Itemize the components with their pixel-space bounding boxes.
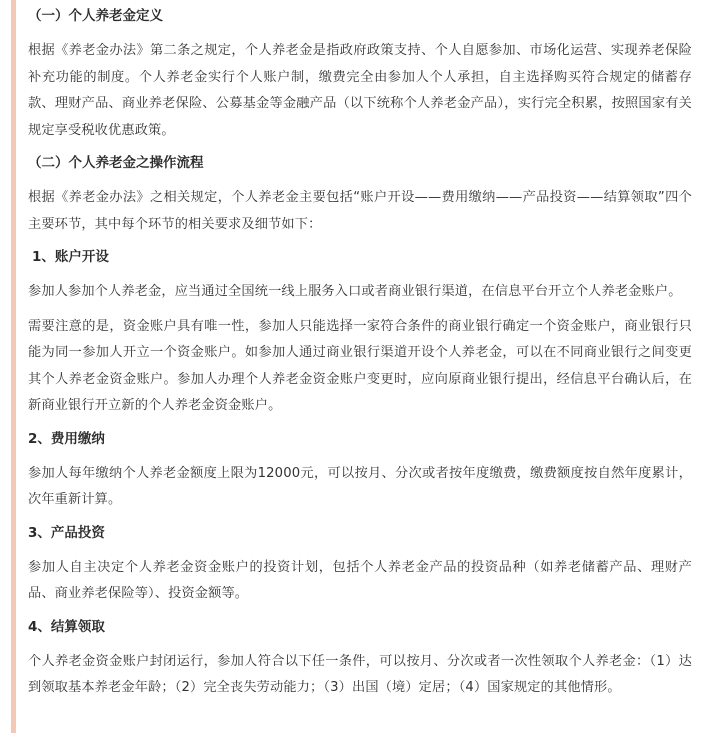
- article-body: [28, 5, 692, 710]
- definition-paragraph: 根据《养老金办法》第二条之规定，个人养老金是指政府政策支持、个人自愿参加、市场化运营、实现养老保险补充功能的制度。个人养老金实行个人账户制，缴费完全由参加人个人承担，自主选择购买符合规定的储蓄存款、理财产品、商业养老保险、公募基金等金融产品（以下统称个人养老金产品），实行完全积累，按照国家有关规定享受税收优惠政策。: [28, 43, 692, 138]
- settlement-paragraph: 个人养老金资金账户封闭运行，参加人符合以下任一条件，可以按月、分次或者一次性领取个人养老金：（1）达到领取基本养老金年龄；（2）完全丧失劳动能力；（3）出国（境）定居；（4）国家规定的其他情形。: [28, 653, 692, 695]
- process-intro-paragraph: 根据《养老金办法》之相关规定，个人养老金主要包括“账户开设——费用缴纳——产品投资——结算领取”四个主要环节，其中每个环节的相关要求及细节如下：: [28, 190, 692, 232]
- quote-accent-bar: [11, 0, 16, 733]
- step-heading-settlement: 4、结算领取: [28, 618, 105, 635]
- account-opening-paragraph: 参加人参加个人养老金，应当通过全国统一线上服务入口或者商业银行渠道，在信息平台开立个人养老金账户。: [28, 284, 682, 299]
- step-heading-investment: 3、产品投资: [28, 524, 105, 541]
- step-heading-payment: 2、费用缴纳: [28, 430, 105, 447]
- section-heading-process: （二）个人养老金之操作流程: [28, 155, 204, 171]
- account-uniqueness-paragraph: 需要注意的是，资金账户具有唯一性，参加人只能选择一家符合条件的商业银行确定一个资金账户，商业银行只能为同一参加人开立一个资金账户。如参加人通过商业银行渠道开设个人养老金，可以在不同商业银行之间变更其个人养老金资金账户。参加人办理个人养老金资金账户变更时，应向原商业银行提出，经信息平台确认后，在新商业银行开立新的个人养老金资金账户。: [28, 318, 692, 413]
- section-heading-definition: （一）个人养老金定义: [28, 8, 163, 24]
- payment-paragraph: 参加人每年缴纳个人养老金额度上限为12000元，可以按月、分次或者按年度缴费，缴费额度按自然年度累计，次年重新计算。: [28, 465, 692, 507]
- step-heading-account-opening: 1、账户开设: [32, 249, 109, 265]
- investment-paragraph: 参加人自主决定个人养老金资金账户的投资计划，包括个人养老金产品的投资品种（如养老储蓄产品、理财产品、商业养老保险等）、投资金额等。: [28, 559, 692, 601]
